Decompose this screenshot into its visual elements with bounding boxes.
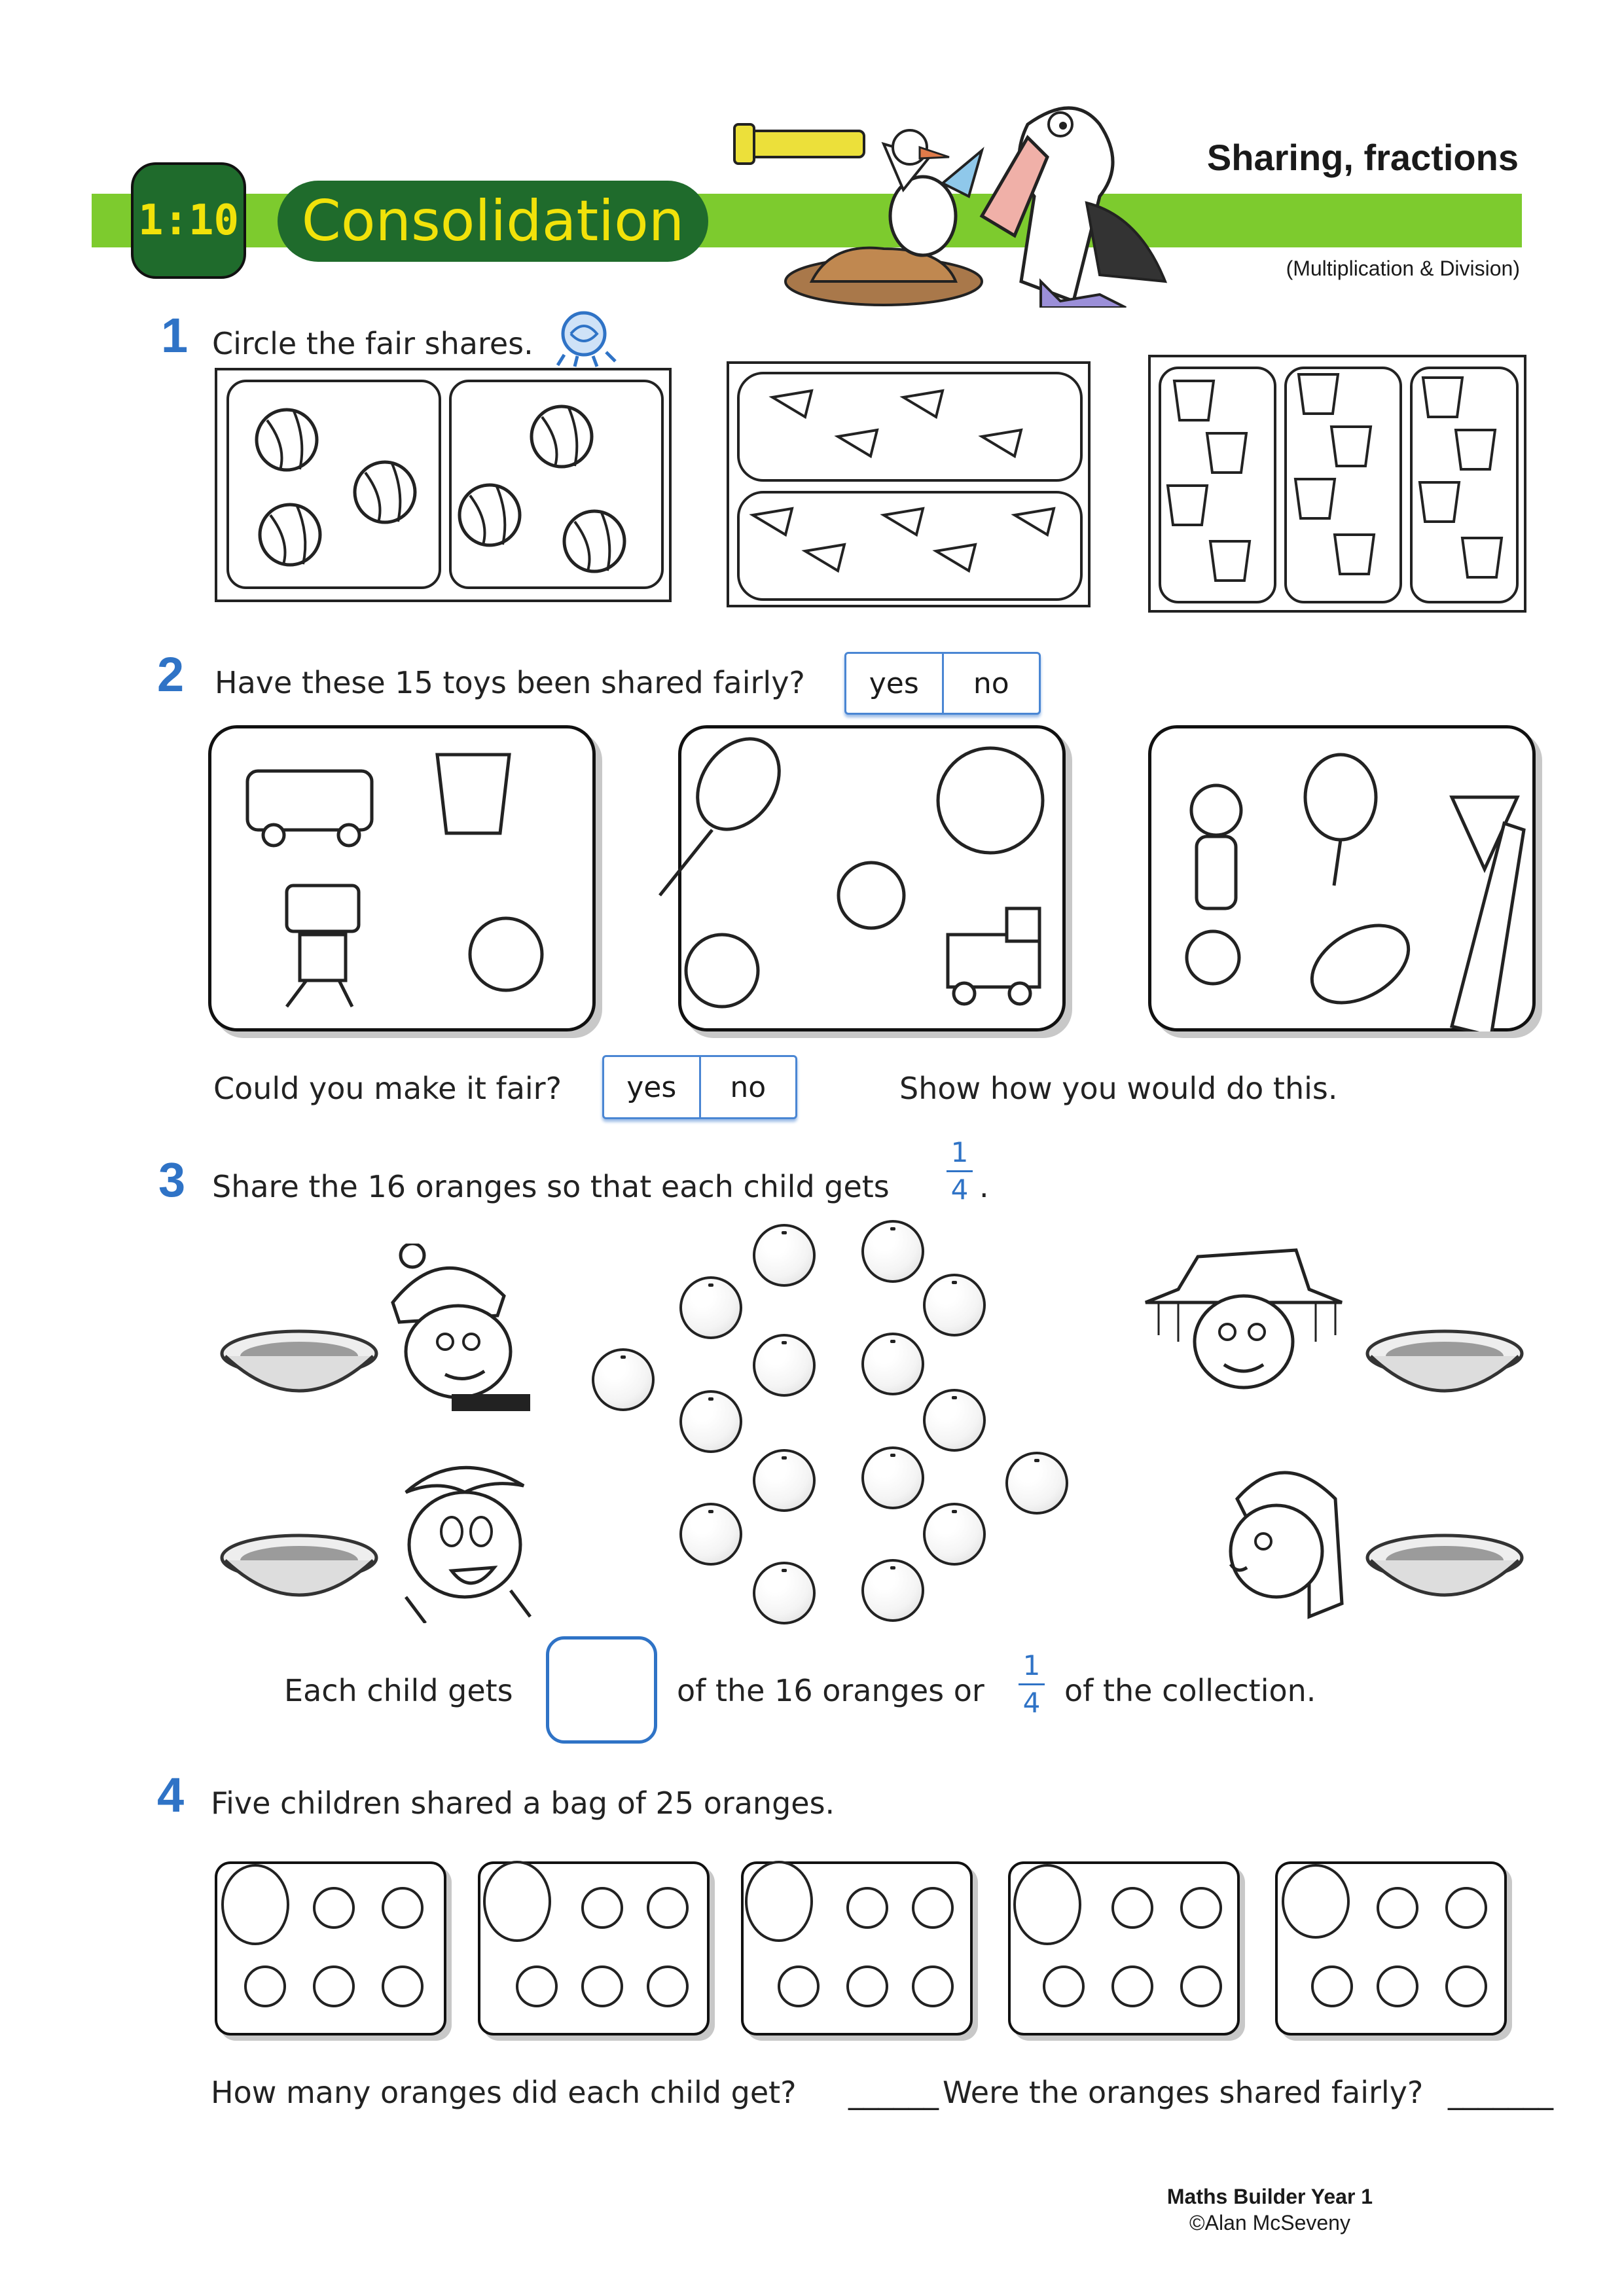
child-with-beanie-icon bbox=[373, 1244, 530, 1414]
beach-balls-drawing bbox=[215, 368, 672, 602]
question-2-number: 2 bbox=[157, 647, 185, 702]
page-title: Consolidation bbox=[278, 181, 708, 262]
answer-4a-blank[interactable]: ______ bbox=[848, 2075, 939, 2110]
yes-option[interactable]: yes bbox=[869, 666, 919, 700]
orange-icon bbox=[679, 1503, 742, 1566]
question-4-text: Five children shared a bag of 25 oranges. bbox=[211, 1785, 835, 1821]
question-1-text: Circle the fair shares. bbox=[212, 326, 533, 361]
orange-icon bbox=[753, 1224, 816, 1287]
orange-icon bbox=[861, 1220, 924, 1283]
question-3-number: 3 bbox=[158, 1153, 186, 1207]
orange-icon bbox=[592, 1348, 655, 1411]
children-with-oranges-drawing bbox=[209, 1833, 1519, 2042]
q2-yes-no-choice[interactable] bbox=[844, 652, 1041, 715]
show-instruction: Show how you would do this. bbox=[899, 1071, 1338, 1106]
question-4b: Were the oranges shared fairly? bbox=[943, 2075, 1424, 2110]
topic-heading: Sharing, fractions bbox=[1206, 137, 1519, 178]
bowl-icon bbox=[1364, 1532, 1525, 1600]
question-4-number: 4 bbox=[157, 1768, 185, 1822]
question-1-number: 1 bbox=[161, 308, 189, 363]
fraction-denominator: 4 bbox=[1022, 1687, 1041, 1719]
orange-icon bbox=[923, 1274, 986, 1336]
question-3-text: Share the 16 oranges so that each child gets bbox=[212, 1169, 890, 1204]
orange-icon bbox=[923, 1389, 986, 1452]
question-4a: How many oranges did each child get? bbox=[211, 2075, 797, 2110]
bowl-icon bbox=[1364, 1327, 1525, 1395]
orange-icon bbox=[861, 1333, 924, 1395]
lesson-number-badge: 1:10 bbox=[131, 162, 246, 279]
orange-icon bbox=[679, 1276, 742, 1339]
fraction-numerator: 1 bbox=[950, 1136, 969, 1168]
child-smiling-icon bbox=[380, 1453, 537, 1623]
orange-icon bbox=[923, 1503, 986, 1566]
fraction-one-quarter bbox=[947, 1136, 973, 1206]
question-3-period: . bbox=[979, 1169, 989, 1204]
copyright: ©Alan McSeveny bbox=[1189, 2211, 1350, 2234]
book-title: Maths Builder Year 1 bbox=[1166, 2185, 1373, 2208]
child-girl-side-icon bbox=[1211, 1453, 1355, 1623]
hermit-crab-icon bbox=[551, 309, 622, 368]
yes-option[interactable]: yes bbox=[626, 1070, 677, 1104]
orange-icon bbox=[679, 1390, 742, 1453]
orange-icon bbox=[753, 1562, 816, 1624]
orange-icon bbox=[861, 1446, 924, 1509]
fraction-numerator: 1 bbox=[1022, 1649, 1041, 1681]
followup-question: Could you make it fair? bbox=[213, 1071, 562, 1106]
q2-followup-yes-no[interactable] bbox=[602, 1055, 797, 1119]
orange-icon bbox=[1005, 1452, 1068, 1515]
answer-mid-text: of the 16 oranges or bbox=[677, 1673, 984, 1708]
shells-drawing bbox=[727, 361, 1091, 607]
no-option[interactable]: no bbox=[942, 654, 1039, 713]
no-option[interactable]: no bbox=[699, 1057, 796, 1117]
pelican-cartoon-icon bbox=[733, 85, 1178, 308]
child-with-cork-hat-icon bbox=[1139, 1244, 1348, 1401]
answer-suffix: of the collection. bbox=[1064, 1673, 1316, 1708]
answer-4b-blank[interactable]: _______ bbox=[1448, 2075, 1553, 2110]
toys-drawing bbox=[208, 725, 1536, 1031]
buckets-drawing bbox=[1148, 355, 1526, 613]
fraction-one-quarter bbox=[1019, 1649, 1045, 1719]
question-2-text: Have these 15 toys been shared fairly? bbox=[215, 665, 805, 700]
strand-label: (Multiplication & Division) bbox=[1286, 257, 1520, 280]
orange-icon bbox=[861, 1559, 924, 1622]
bowl-icon bbox=[219, 1327, 380, 1395]
orange-icon bbox=[753, 1334, 816, 1397]
orange-icon bbox=[753, 1449, 816, 1512]
fraction-denominator: 4 bbox=[950, 1174, 969, 1206]
answer-prefix: Each child gets bbox=[284, 1673, 513, 1708]
answer-input-box[interactable] bbox=[546, 1636, 657, 1744]
bowl-icon bbox=[219, 1532, 380, 1600]
